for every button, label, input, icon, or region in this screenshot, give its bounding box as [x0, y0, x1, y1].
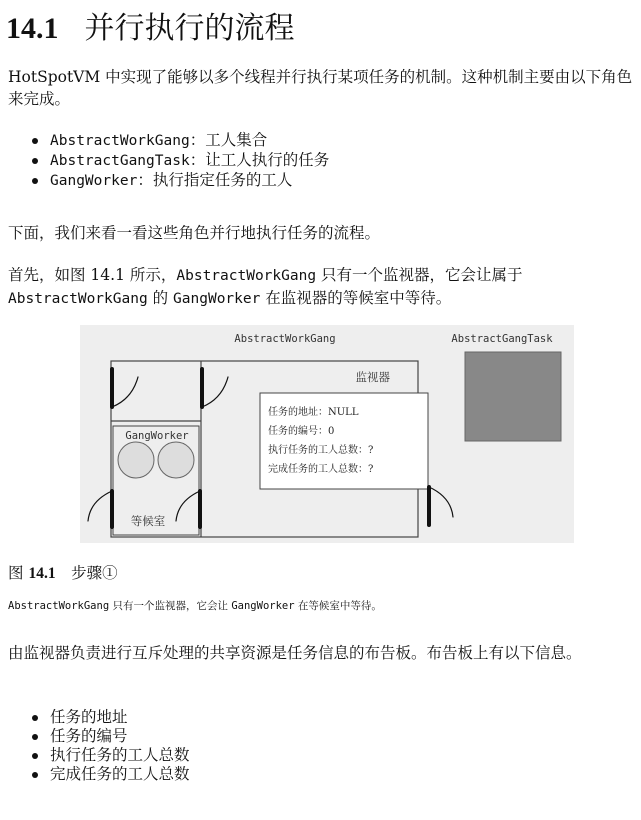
board-items-list: [30, 708, 190, 784]
list-item: 任务的编号: [30, 727, 190, 746]
flow-intro-paragraph: 下面，我们来看一看这些角色并行地执行任务的流程。: [8, 224, 381, 242]
role-desc: ：执行指定任务的工人: [137, 171, 293, 189]
roles-list: [30, 131, 329, 191]
caption-text: 步骤①: [55, 564, 118, 582]
code-text: AbstractWorkGang: [8, 600, 110, 612]
monitor-label: 监视器: [355, 370, 390, 384]
figure-caption: [8, 563, 118, 584]
code-text: GangWorker: [231, 600, 295, 612]
section-heading: [6, 10, 295, 48]
caption-prefix: 图: [8, 564, 29, 582]
code-text: AbstractWorkGang: [176, 268, 317, 284]
text-run: 只有一个监视器，它会让属于: [316, 266, 523, 284]
role-code: GangWorker: [50, 173, 138, 189]
code-text: AbstractWorkGang: [8, 291, 148, 307]
role-code: AbstractGangTask: [50, 153, 190, 169]
text-run: 在等候室中等待。: [294, 600, 382, 612]
list-item: 完成任务的工人总数: [30, 765, 190, 784]
list-item: [30, 131, 329, 151]
role-desc: ：工人集合: [189, 131, 268, 149]
gang-worker-circle: [118, 442, 154, 478]
text-run: 的: [147, 289, 174, 307]
code-text: GangWorker: [173, 291, 261, 307]
board-line-number: 任务的编号：0: [268, 426, 335, 437]
monitor-diagram: [80, 325, 574, 543]
gang-task-label: AbstractGangTask: [451, 333, 553, 345]
board-line-finished: 完成任务的工人总数：?: [268, 464, 374, 475]
text-run: 在监视器的等候室中等待。: [260, 289, 452, 307]
board-paragraph: 由监视器负责进行互斥处理的共享资源是任务信息的布告板。布告板上有以下信息。: [8, 644, 582, 662]
figure-14-1: [80, 325, 574, 543]
list-item: 任务的地址: [30, 708, 190, 727]
gang-task-box: [465, 352, 561, 441]
list-item: [30, 171, 329, 191]
board-line-address: 任务的地址：NULL: [268, 407, 359, 418]
intro-paragraph: HotSpotVM 中实现了能够以多个线程并行执行某项任务的机制。这种机制主要由以下角色来完成。: [8, 68, 633, 108]
list-item: [30, 151, 329, 171]
text-run: 首先，如图 14.1 所示，: [8, 266, 177, 284]
caption-number: 14.1: [28, 565, 56, 582]
waiting-room-label: 等候室: [130, 514, 166, 528]
board-line-executing: 执行任务的工人总数：?: [268, 445, 374, 456]
section-title: 并行执行的流程: [84, 11, 295, 46]
gang-worker-circle: [158, 442, 194, 478]
figure-intro-paragraph: [8, 264, 636, 310]
section-number: 14.1: [6, 12, 59, 45]
list-item: 执行任务的工人总数: [30, 746, 190, 765]
role-code: AbstractWorkGang: [50, 133, 190, 149]
text-run: 只有一个监视器，它会让: [109, 600, 232, 612]
work-gang-label: AbstractWorkGang: [234, 333, 336, 345]
gang-worker-label: GangWorker: [125, 430, 189, 442]
role-desc: ：让工人执行的任务: [189, 151, 330, 169]
figure-note: [8, 598, 382, 614]
